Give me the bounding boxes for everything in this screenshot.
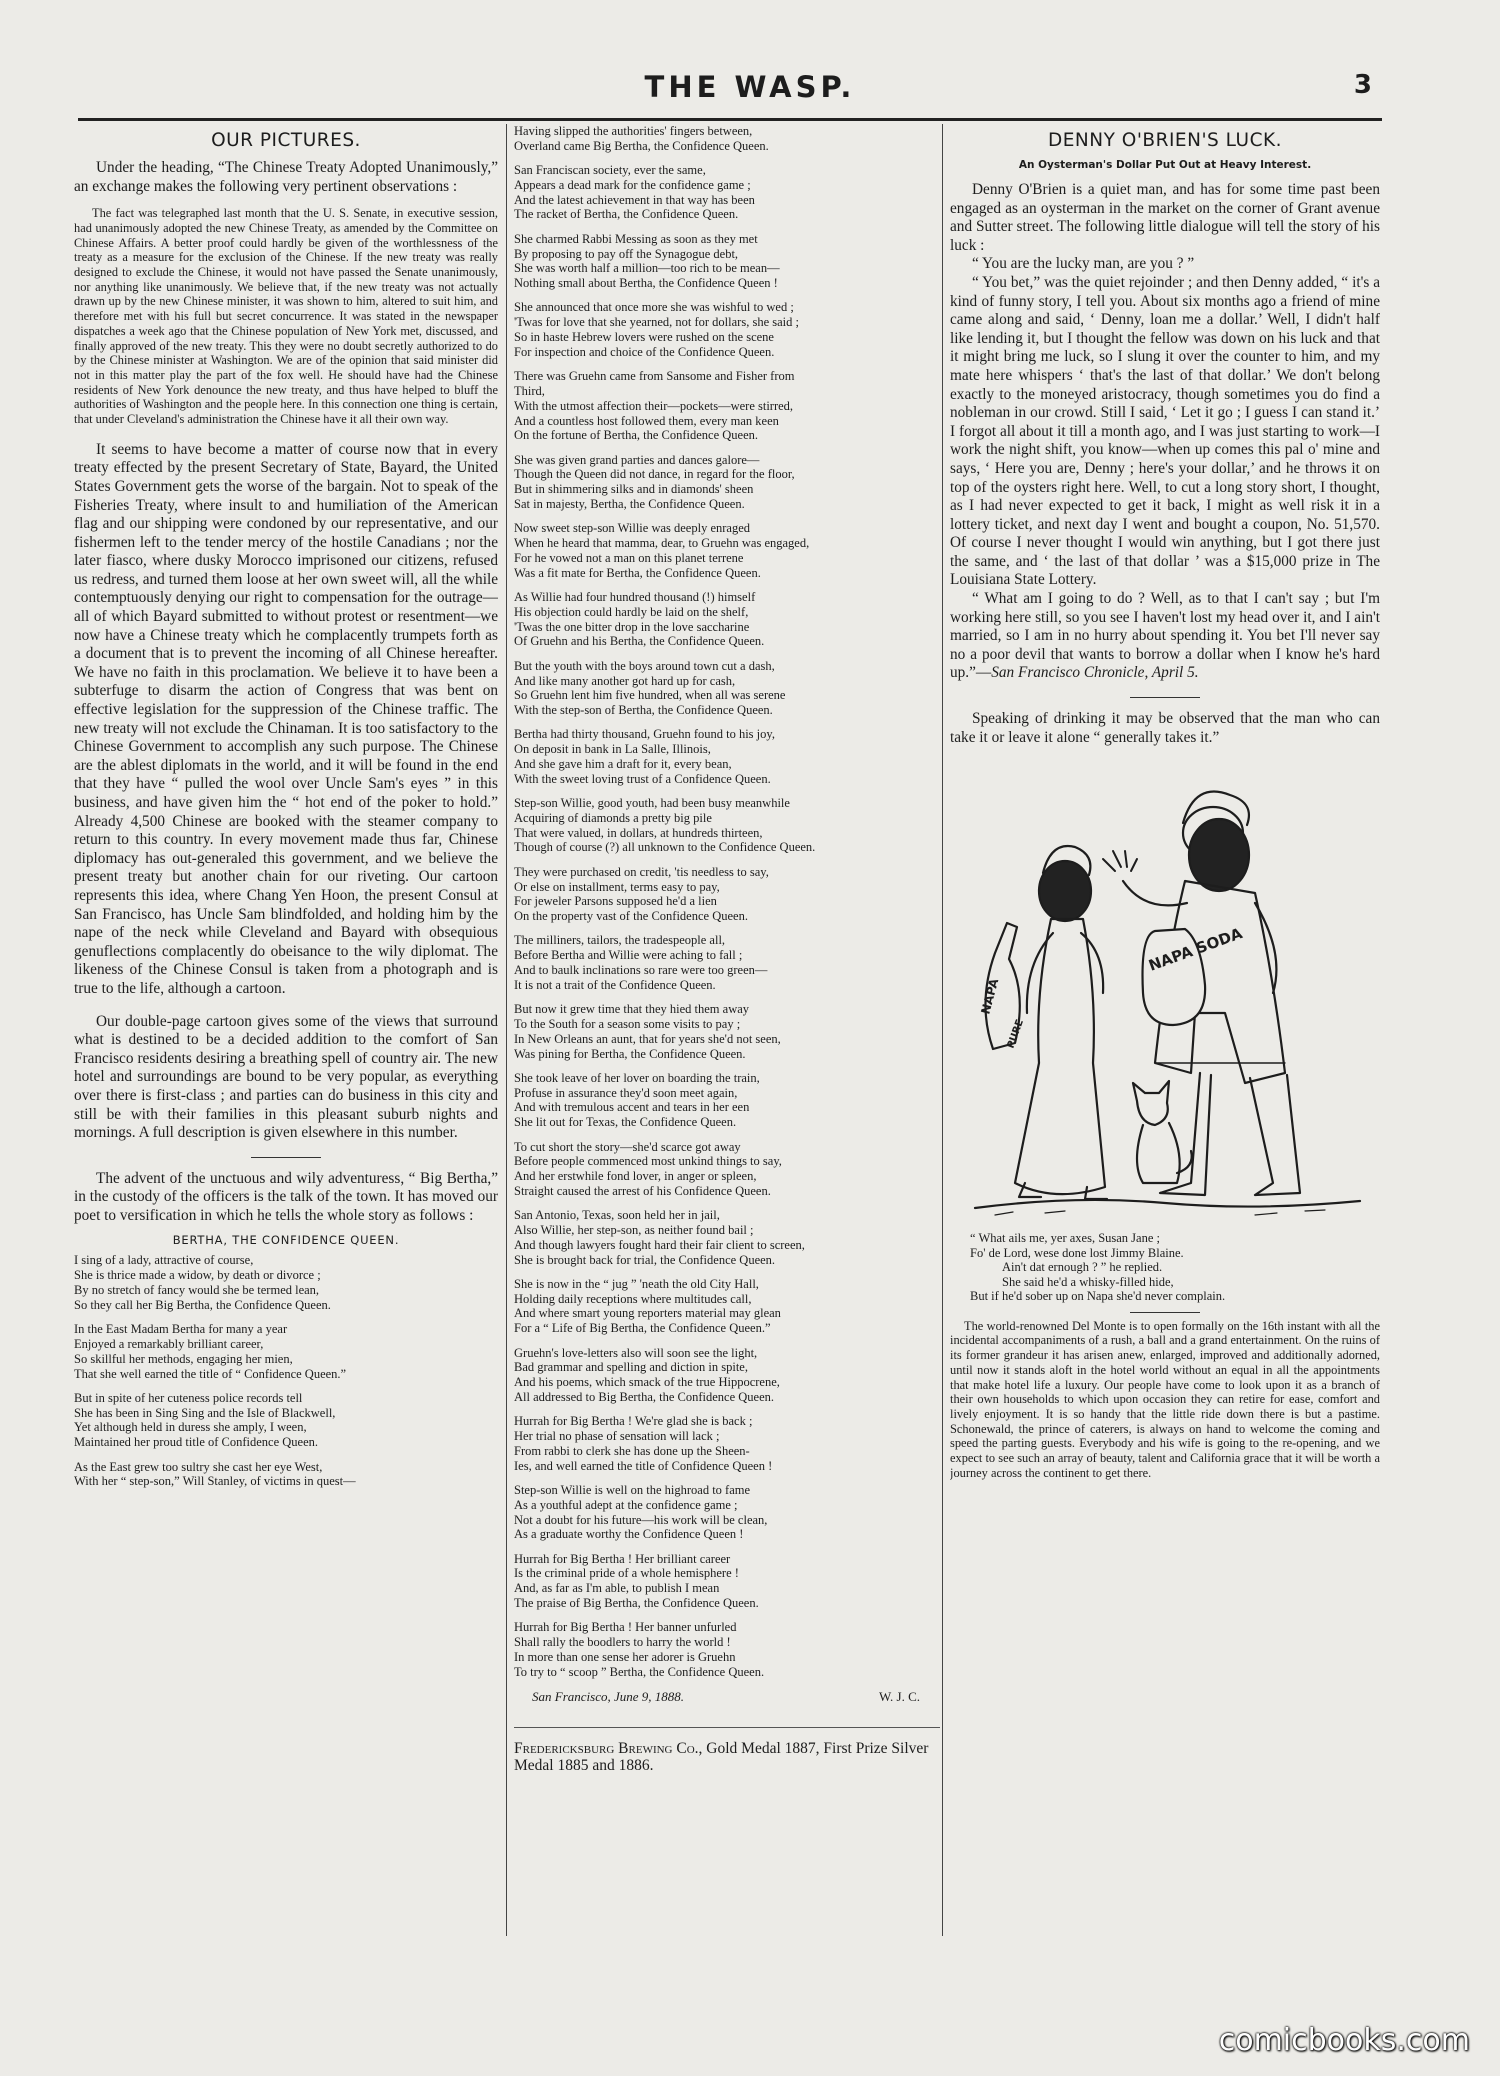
poem-line: San Antonio, Texas, soon held her in jail, (514, 1208, 720, 1223)
separator (1130, 1312, 1200, 1313)
poem-line: As Willie had four hundred thousand (!) himself (514, 590, 756, 605)
col2-stanza (514, 933, 940, 992)
poem-line: Step-son Willie is well on the highroad to fame (514, 1482, 751, 1497)
poem-line: Ies, and well earned the title of Confidence Queen ! (514, 1458, 773, 1473)
masthead-rule (78, 118, 1382, 121)
publication-title: THE WASP. (644, 70, 856, 104)
poem-line: By proposing to pay off the Synagogue debt, (514, 246, 739, 261)
col2-stanza (514, 1552, 940, 1611)
cartoon-paragraph: Our double-page cartoon gives some of the views that surround what is destined to be a decided addition to the comfort of San Francisco residents desiring a breathing spell of country air. The new hotel and surroundings are bound to be very popular, as everything over there is first-class ; and parties can do business in this city and still be with their families in this pleasant suburb nights and mornings. A full description is given elsewhere in this number. (74, 1012, 498, 1142)
poem-line: The praise of Big Bertha, the Confidence Queen. (514, 1596, 759, 1611)
poem-part-1 (74, 1253, 498, 1489)
poem-line: The milliners, tailors, the tradespeople all, (514, 933, 726, 948)
poem-line: For he vowed not a man on this planet terrene (514, 550, 744, 565)
poem-line: His objection could hardly be laid on the shelf, (514, 604, 749, 619)
col2-stanza (514, 865, 940, 924)
poem-line: She took leave of her lover on boarding the train, (514, 1070, 760, 1085)
poem-line: Shall rally the boodlers to harry the world ! (514, 1635, 731, 1650)
poem-line: So Gruehn lent him five hundred, when all was serene (514, 688, 786, 703)
poem-line: They were purchased on credit, 'tis needless to say, (514, 864, 769, 879)
poem-line: Of Gruehn and his Bertha, the Confidence Queen. (514, 634, 765, 649)
poem-line: Is the criminal pride of a whole hemisphere ! (514, 1566, 739, 1581)
col2-stanza (514, 1277, 940, 1336)
cartoon-caption (950, 1231, 1380, 1304)
poem-line: To cut short the story—she'd scarce got away (514, 1139, 741, 1154)
separator (1130, 697, 1200, 698)
poem-line: Step-son Willie, good youth, had been busy meanwhile (514, 796, 790, 811)
col2-stanza (514, 1483, 940, 1542)
poem-line: To the South for a season some visits to pay ; (514, 1016, 741, 1031)
dog-figure (1133, 1081, 1192, 1183)
page-number: 3 (1353, 70, 1372, 100)
poem-line: She announced that once more she was wishful to wed ; (514, 300, 794, 315)
poem-line: Though the Queen did not dance, in regard for the floor, (514, 467, 795, 482)
col2-stanza (514, 1620, 940, 1679)
poem-line: Enjoyed a remarkably brilliant career, (74, 1336, 264, 1351)
article-heading-our-pictures: OUR PICTURES. (211, 130, 361, 151)
poem-line: And a countless host followed them, every man keen (514, 413, 779, 428)
col2-stanza (514, 1071, 940, 1130)
poem-line: For jeweler Parsons supposed he'd a lien (514, 894, 717, 909)
poem-line: As the East grew too sultry she cast her eye West, (74, 1459, 323, 1474)
poem-line: Hurrah for Big Bertha ! We're glad she is back ; (514, 1414, 753, 1429)
poem-line: In New Orleans an aunt, that for years she'd not seen, (514, 1031, 781, 1046)
column-left (74, 124, 498, 1946)
poem-line: Appears a dead mark for the confidence game ; (514, 177, 751, 192)
poem-line: In the East Madam Bertha for many a year (74, 1322, 288, 1337)
poem-line: For inspection and choice of the Confidence Queen. (514, 344, 775, 359)
poem-line: Sat in majesty, Bertha, the Confidence Queen. (514, 497, 745, 512)
poem-line: And, as far as I'm able, to publish I mean (514, 1581, 720, 1596)
poem-line: And with tremulous accent and tears in her een (514, 1100, 750, 1115)
ground-line (975, 1200, 1360, 1208)
poem-line: And to baulk inclinations so rare were too green— (514, 963, 768, 978)
poem-line: Hurrah for Big Bertha ! Her banner unfurled (514, 1620, 737, 1635)
poem-line: And like many another got hard up for cash, (514, 673, 736, 688)
poem-line: As a graduate worthy the Confidence Queen ! (514, 1527, 744, 1542)
column-divider-1 (506, 124, 507, 1936)
poem-line: In more than one sense her adorer is Gruehn (514, 1649, 736, 1664)
poem-line: On the property vast of the Confidence Queen. (514, 909, 748, 924)
soda-label: NAPA SODA (1146, 924, 1245, 975)
poem-line: But now it grew time that they hied them away (514, 1002, 750, 1017)
poem-line: But in shimmering silks and in diamonds' sheen (514, 482, 754, 497)
denny-paragraph-3: “ You bet,” was the quiet rejoinder ; and then Denny added, “ it's a kind of funny story, I tell you. About six months ago a friend of mine came along and said, ‘ Denny, loan me a dollar.’ Well, I didn't half like lending it, but I thought the fellow was down on his luck and that it might bring me luck, so I slung it over the counter to him, and my mate here whispers ‘ that's the last of that dollar.’ We don't belong exactly to the moneyed aristocracy, though sometimes you do find a nobleman in our crowd. Still I said, ‘ Let it go ; I guess I can stand it.’ I forgot all about it till a month ago, and I was just starting to work—I work the night shift, you know—when up comes this pal o' mine and says, ‘ Here you are, Denny ; here's your dollar,’ and he throws it on top of the oysters right here. Well, to cut a long story short, I thought, as I had never expected to get it back, I might as well risk it in a lottery ticket, and next day I went and bought a coupon, No. 51,570. Of course I never thought I would win anything, but I got there just the same, and ‘ the last of that dollar ’ was a $15,000 prize in The Louisiana State Lottery. (950, 273, 1380, 589)
poem-line: Her trial no phase of sensation will lack ; (514, 1429, 720, 1444)
poem-line: Having slipped the authorities' fingers between, (514, 124, 753, 138)
separator (251, 1157, 321, 1158)
col2-stanza (514, 1346, 940, 1405)
poem-line: Maintained her proud title of Confidence Queen. (74, 1435, 319, 1450)
bottle-label: NAPA (978, 977, 1002, 1016)
denny-source: San Francisco Chronicle, April 5. (991, 664, 1199, 682)
poem-line: And her erstwhile fond lover, in anger or spleen, (514, 1169, 757, 1184)
caption-line: But if he'd sober up on Napa she'd never complain. (970, 1289, 1226, 1304)
poem-line: There was Gruehn came from Sansome and Fisher from (514, 369, 795, 384)
drinking-paragraph: Speaking of drinking it may be observed that the man who can take it or leave it alone “ generally takes it.” (950, 710, 1380, 746)
poem-line: Gruehn's love-letters also will soon see the light, (514, 1345, 758, 1360)
col2-stanza (514, 796, 940, 855)
poem-line: She lit out for Texas, the Confidence Queen. (514, 1115, 737, 1130)
denny-paragraph-4 (950, 590, 1380, 683)
poem-line: But in spite of her cuteness police records tell (74, 1390, 303, 1405)
poem-line: She is now in the “ jug ” 'neath the old City Hall, (514, 1276, 759, 1291)
bertha-intro-paragraph: The advent of the unctuous and wily adventuress, “ Big Bertha,” in the custody of the officers is the talk of the town. It has moved our poet to versification in which he tells the whole story as follows : (74, 1169, 498, 1224)
poem-line: With the utmost affection their—pockets—were stirred, (514, 398, 794, 413)
col2-stanza (514, 521, 940, 580)
poem-line: And the latest achievement in that way has been (514, 192, 755, 207)
poem-line: She has been in Sing Sing and the Isle of Blackwell, (74, 1405, 336, 1420)
poem-line: Third, (514, 383, 545, 398)
poem-line: Holding daily receptions where multitudes call, (514, 1291, 752, 1306)
brewing-advertisement (514, 1727, 940, 1774)
poem-line: To try to “ scoop ” Bertha, the Confidence Queen. (514, 1664, 765, 1679)
col2-stanza (514, 1414, 940, 1473)
bottle-label-2: PURE (1005, 1018, 1027, 1051)
col2-stanza (514, 727, 940, 786)
poem-line: She was worth half a million—too rich to be mean— (514, 261, 780, 276)
poem-line: Before Bertha and Willie were aching to fall ; (514, 948, 743, 963)
poem-line: On the fortune of Bertha, the Confidence Queen. (514, 428, 759, 443)
col2-stanza (514, 232, 940, 291)
col2-stanza (514, 1140, 940, 1199)
watermark: comicbooks.com (1218, 2023, 1470, 2058)
signature-place: San Francisco, June 9, 1888. (532, 1689, 685, 1705)
caption-line: She said he'd a whisky-filled hide, (1002, 1274, 1174, 1289)
col2-stanza (514, 300, 940, 359)
poem-line: That she well earned the title of “ Confidence Queen.” (74, 1366, 347, 1381)
poem-title: BERTHA, THE CONFIDENCE QUEEN. (172, 1233, 400, 1248)
col1-stanza (74, 1322, 498, 1381)
col2-stanza (514, 124, 940, 154)
article-heading-denny: DENNY O'BRIEN'S LUCK. (1047, 130, 1283, 151)
poem-line: 'Twas the one bitter drop in the love saccharine (514, 619, 750, 634)
intro-paragraph: Under the heading, “The Chinese Treaty Adopted Unanimously,” an exchange makes the following very pertinent observations : (74, 159, 498, 195)
poem-line: I sing of a lady, attractive of course, (74, 1253, 254, 1268)
poem-signature (514, 1689, 940, 1705)
poem-line: Not a doubt for his future—his work will be clean, (514, 1512, 768, 1527)
poem-line: As a youthful adept at the confidence game ; (514, 1497, 738, 1512)
article-subheading: An Oysterman's Dollar Put Out at Heavy Interest. (1018, 159, 1312, 171)
denny-paragraph-2: “ You are the lucky man, are you ? ” (972, 255, 1195, 273)
col2-stanza (514, 369, 940, 443)
poem-line: With the sweet loving trust of a Confidence Queen. (514, 771, 771, 786)
del-monte-paragraph: The world-renowned Del Monte is to open formally on the 16th instant with all the incidental accompaniments of a rush, a ball and a grand entertainment. On the ruins of its former grandeur it has arisen anew, enlarged, improved and additionally adorned, until now it stands aloft in the hotel world without an equal in all the appointments that make hotel life a luxury. Our people have come to look upon it as a branch of their own households to which upon occasion they can retire for ease, comfort and lively enjoyment. It is so handy that the little ride down there is but a pastime. Schonewald, the prince of caterers, is always on hand to welcome the coming and speed the parting guests. Everybody and his wife is going to the re-opening, and we expect to see such an array of beauty, talent and California grace that it will be worth a journey across the continent to get there. (950, 1318, 1380, 1480)
poem-line: And though lawyers fought hard their fair client to screen, (514, 1237, 805, 1252)
col1-stanza (74, 1460, 498, 1490)
poem-line: So in haste Hebrew lovers were rushed on the scene (514, 330, 774, 345)
poem-line: Was a fit mate for Bertha, the Confidence Queen. (514, 565, 761, 580)
poem-line: San Franciscan society, ever the same, (514, 163, 706, 178)
poem-line: By no stretch of fancy would she be termed lean, (74, 1283, 320, 1298)
poem-line: So they call her Big Bertha, the Confidence Queen. (74, 1297, 331, 1312)
column-divider-2 (942, 124, 943, 1936)
poem-line: For a “ Life of Big Bertha, the Confidence Queen.” (514, 1321, 771, 1336)
poem-part-2 (514, 124, 940, 1680)
poem-line: When he heard that mamma, dear, to Gruehn was engaged, (514, 536, 810, 551)
poem-line: Was pining for Bertha, the Confidence Queen. (514, 1046, 746, 1061)
poem-line: Or else on installment, terms easy to pay, (514, 879, 720, 894)
poem-line: With the step-son of Bertha, the Confidence Queen. (514, 703, 773, 718)
poem-line: Profuse in assurance they'd soon meet again, (514, 1085, 738, 1100)
poem-line: And where smart young reporters material may glean (514, 1306, 781, 1321)
poem-line: Hurrah for Big Bertha ! Her brilliant career (514, 1551, 731, 1566)
signature-initials: W. J. C. (878, 1689, 920, 1705)
poem-line: She charmed Rabbi Messing as soon as they met (514, 231, 758, 246)
denny-paragraph-1: Denny O'Brien is a quiet man, and has for some time past been engaged as an oysterman in the market on the corner of Grant avenue and Sutter street. The following little dialogue will tell the story of his luck : (950, 181, 1380, 254)
column-middle (514, 124, 940, 1946)
caption-line: “ What ails me, yer axes, Susan Jane ; (970, 1231, 1160, 1246)
quoted-excerpt: The fact was telegraphed last month that the U. S. Senate, in executive session, had unanimously adopted the new Chinese Treaty, as amended by the Committee on Chinese Affairs. A better proof could hardly be given of the worthlessness of the treaty as a measure for the exclusion of the Chinese. If the new treaty was really designed to exclude the Chinese, it would not have passed the Senate unanimously, nor anything like unanimously. We believe that, if the new treaty was not actually drawn up by the new Chinese minister, it was shown to him, altered to suit him, and therefore met with his full but secret concurrence. It was stated in the newspaper dispatches a week ago that the Chinese population of New York met, discussed, and finally approved of the new treaty. This they were no doubt secretly authorized to do by the Chinese minister at Washington. We are of the opinion that said minister did not in this matter play the part of the fox well. He should have had the Chinese residents of New York denounce the new treaty, and thus have helped to bluff the authorities of Washington and the people here. In this connection one thing is certain, that under Cleveland's administration the Chinese have it all their own way. (74, 206, 498, 427)
col2-stanza (514, 453, 940, 512)
poem-line: That were valued, in dollars, at hundreds thirteen, (514, 825, 763, 840)
woman-figure (1015, 846, 1107, 1199)
advertisement-text: , Gold Medal 1887, First Prize Silver Medal 1885 and 1886. (514, 1740, 929, 1775)
col1-stanza (74, 1391, 498, 1450)
poem-line: 'Twas for love that she yearned, not for dollars, she said ; (514, 315, 799, 330)
treaty-paragraph: It seems to have become a matter of course now that in every treaty effected by the present Secretary of State, Bayard, the United States Government gets the worse of the bargain. Not to speak of the Fisheries Treaty, where insult to and humiliation of the American flag and our shipping were condoned by our representative, and our fishermen left to the tender mercy of the hostile Canadians ; nor the later fiasco, where dusky Morocco imprisoned our citizens, refused us redress, and turned them loose at her own sweet will, all the while contemptuously denying our right to compensation for the outrage—all of which Bayard submitted to without protest or resentment—we now have a Chinese treaty which he complacently trumpets forth as a document that is to prevent the incoming of all Chinese hereafter. We have no faith in this proclamation. We believe it to have been a subterfuge to disarm the action of Congress that was bent on effective legislation for the suppression of the Chinese traffic. The new treaty will not exclude the Chinaman. It is too satisfactory to the Chinese Government to accomplish any such purpose. The Chinese are the ablest diplomats in the world, and it will be found in the end that they have “ pulled the wool over Uncle Sam's eyes ” in this business, and have given him the “ hot end of the poker to hold.” Already 4,500 Chinese are booked with the steamer company to return to this country. In every movement made thus far, Chinese diplomacy has out-generaled this government, and we believe the present treaty but another chain for our riveting. Our cartoon represents this idea, where Chang Yen Hoon, the present Consul at San Francisco, has Uncle Sam blindfolded, and holding him by the nape of the neck while Cleveland and Bayard with obsequious genuflections complacently do obeisance to the wily diplomat. The likeness of the Chinese Consul is taken from a photograph and is true to the life, although a cartoon. (74, 440, 498, 997)
poem-line: Also Willie, her step-son, as neither found bail ; (514, 1223, 754, 1237)
poem-line: She was given grand parties and dances galore— (514, 452, 760, 467)
masthead (0, 70, 1500, 110)
col2-stanza (514, 163, 940, 222)
poem-line: Bertha had thirty thousand, Gruehn found to his joy, (514, 727, 775, 742)
poem-line: She is thrice made a widow, by death or divorce ; (74, 1268, 321, 1283)
advertiser-name: Fredericksburg Brewing Co. (514, 1740, 699, 1758)
col1-stanza (74, 1253, 498, 1312)
poem-line: All addressed to Big Bertha, the Confidence Queen. (514, 1389, 774, 1404)
col2-stanza (514, 1002, 940, 1061)
poem-line: So skillful her methods, engaging her mien, (74, 1351, 293, 1366)
poem-line: Acquiring of diamonds a pretty big pile (514, 810, 712, 825)
poem-line: But the youth with the boys around town cut a dash, (514, 658, 775, 673)
col2-stanza (514, 659, 940, 718)
poem-line: From rabbi to clerk she has done up the Sheen- (514, 1443, 750, 1458)
poem-line: Now sweet step-son Willie was deeply enraged (514, 521, 751, 536)
poem-line: And she gave him a draft for it, every bean, (514, 756, 732, 771)
caption-line: Ain't dat ernough ? ” he replied. (1002, 1260, 1163, 1275)
poem-line: Overland came Big Bertha, the Confidence Queen. (514, 138, 769, 153)
poem-line: Bad grammar and spelling and diction in spite, (514, 1360, 748, 1375)
col2-stanza (514, 1208, 940, 1267)
poem-line: With her “ step-son,” Will Stanley, of victims in quest— (74, 1474, 356, 1489)
col2-stanza (514, 590, 940, 649)
poem-line: Straight caused the arrest of his Confidence Queen. (514, 1183, 771, 1198)
poem-line: She is brought back for trial, the Confidence Queen. (514, 1252, 776, 1267)
poem-line: It is not a trait of the Confidence Queen. (514, 977, 716, 992)
poem-line: On deposit in bank in La Salle, Illinois, (514, 742, 711, 757)
poem-line: Nothing small about Bertha, the Confidence Queen ! (514, 276, 778, 291)
caption-line: Fo' de Lord, wese done lost Jimmy Blaine. (970, 1245, 1184, 1260)
poem-line: Before people commenced most unkind things to say, (514, 1154, 782, 1169)
poem-line: Though of course (?) all unknown to the Confidence Queen. (514, 840, 816, 855)
cartoon-illustration (955, 763, 1375, 1225)
poem-line: Yet although held in duress she amply, I ween, (74, 1420, 307, 1435)
poem-line: And his poems, which smack of the true Hippocrene, (514, 1375, 780, 1390)
poem-line: The racket of Bertha, the Confidence Queen. (514, 207, 739, 222)
column-right (950, 124, 1380, 1946)
denny-quote-end: “ What am I going to do ? Well, as to that I can't say ; but I'm working here still, so you see I haven't lost my head over it, and I ain't married, so I am in no hurry about spending it. You bet I'll never say no a poor devil that wants to borrow a dollar when I know he's hard up.”— (950, 590, 1380, 682)
